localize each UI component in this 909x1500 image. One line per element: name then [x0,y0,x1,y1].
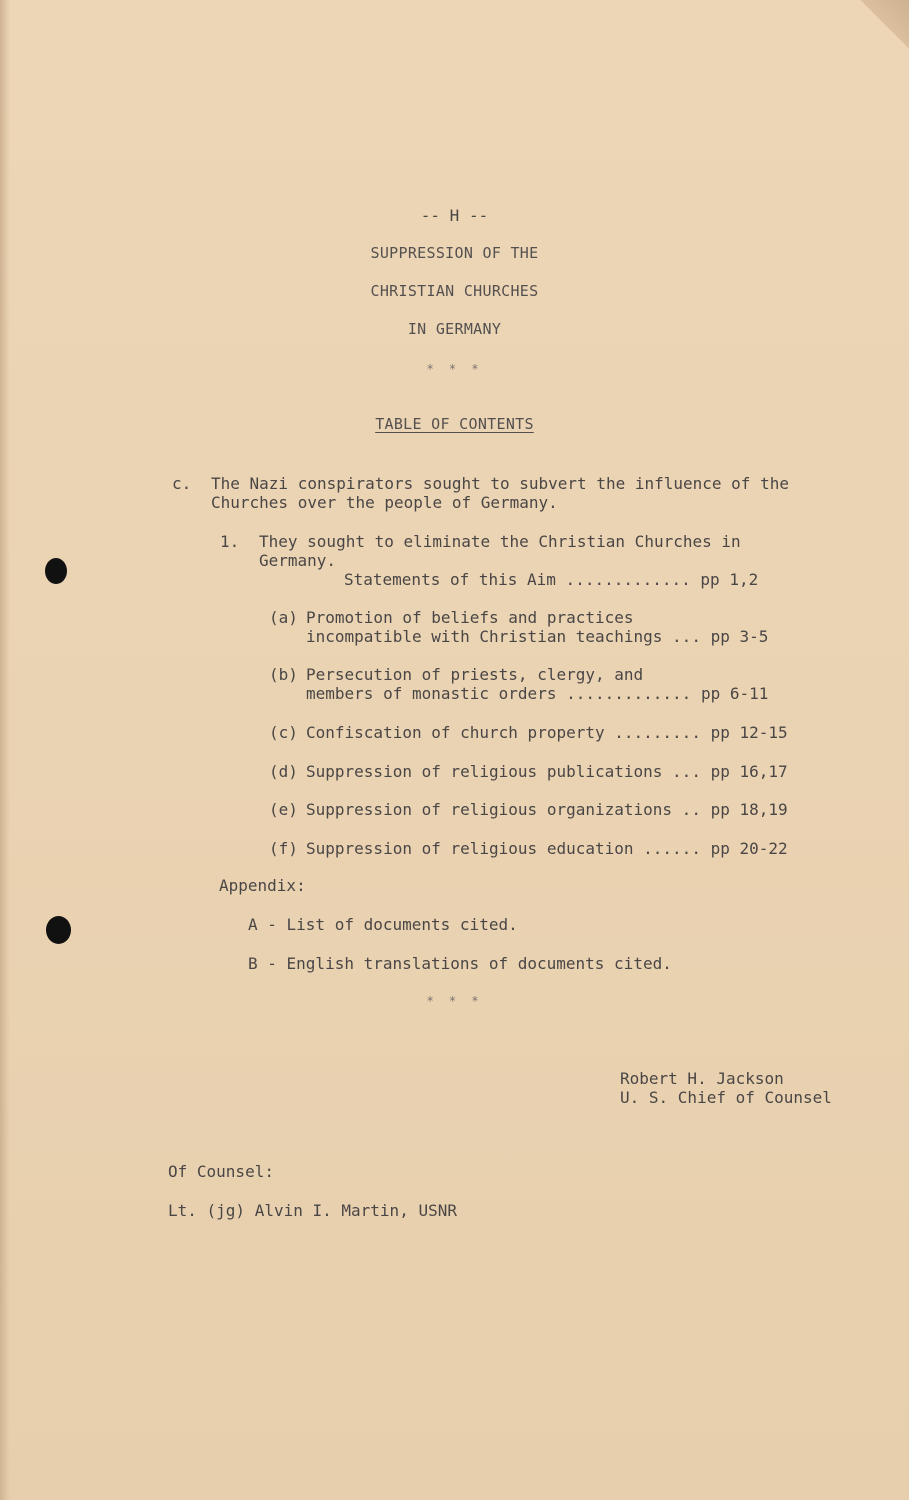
entry-letter: (b) [269,665,298,684]
folded-corner [854,0,909,52]
signature-name: Robert H. Jackson [620,1069,784,1088]
toc-entry-line: incompatible with Christian teachings ... pp 3-5 [306,627,769,646]
punch-hole [46,916,71,944]
entry-letter: (f) [269,839,298,858]
of-counsel-label: Of Counsel: [168,1162,274,1181]
separator: * * * [426,362,483,376]
appendix-item: B - English translations of documents cited. [248,954,672,973]
punch-hole [45,558,67,584]
title-line: IN GERMANY [407,320,502,338]
toc-entry-line: Persecution of priests, clergy, and [306,665,644,684]
section-text-line: The Nazi conspirators sought to subvert the influence of the [211,474,789,493]
entry-letter: (e) [269,800,298,819]
heading-marker: -- H -- [420,206,489,225]
entry-letter: (c) [269,723,298,742]
toc-entry-line: Suppression of religious publications ... pp 16,17 [306,762,788,781]
toc-entry-line: Promotion of beliefs and practices [306,608,634,627]
title-line: CHRISTIAN CHURCHES [370,282,539,300]
title-line: SUPPRESSION OF THE [370,244,539,262]
entry-letter: (a) [269,608,298,627]
item-text-line: Germany. [259,551,337,570]
separator: * * * [426,994,483,1008]
section-text-line: Churches over the people of Germany. [211,493,558,512]
toc-entry-line: Suppression of religious education ...... pp 20-22 [306,839,788,858]
item-number: 1. [220,532,240,551]
toc-entry-line: Suppression of religious organizations .. pp 18,19 [306,800,788,819]
toc-entry-line: Statements of this Aim ............. pp 1,2 [344,570,759,589]
entry-letter: (d) [269,762,298,781]
toc-entry-line: members of monastic orders ............. pp 6-11 [306,684,769,703]
appendix-item: A - List of documents cited. [248,915,518,934]
paper-edge [0,0,10,1500]
signature-title: U. S. Chief of Counsel [620,1088,832,1107]
toc-heading: TABLE OF CONTENTS [375,415,534,433]
section-letter: c. [172,474,192,493]
of-counsel-name: Lt. (jg) Alvin I. Martin, USNR [168,1201,457,1220]
appendix-label: Appendix: [219,876,306,895]
toc-entry-line: Confiscation of church property ......... pp 12-15 [306,723,788,742]
item-text-line: They sought to eliminate the Christian Churches in [259,532,741,551]
